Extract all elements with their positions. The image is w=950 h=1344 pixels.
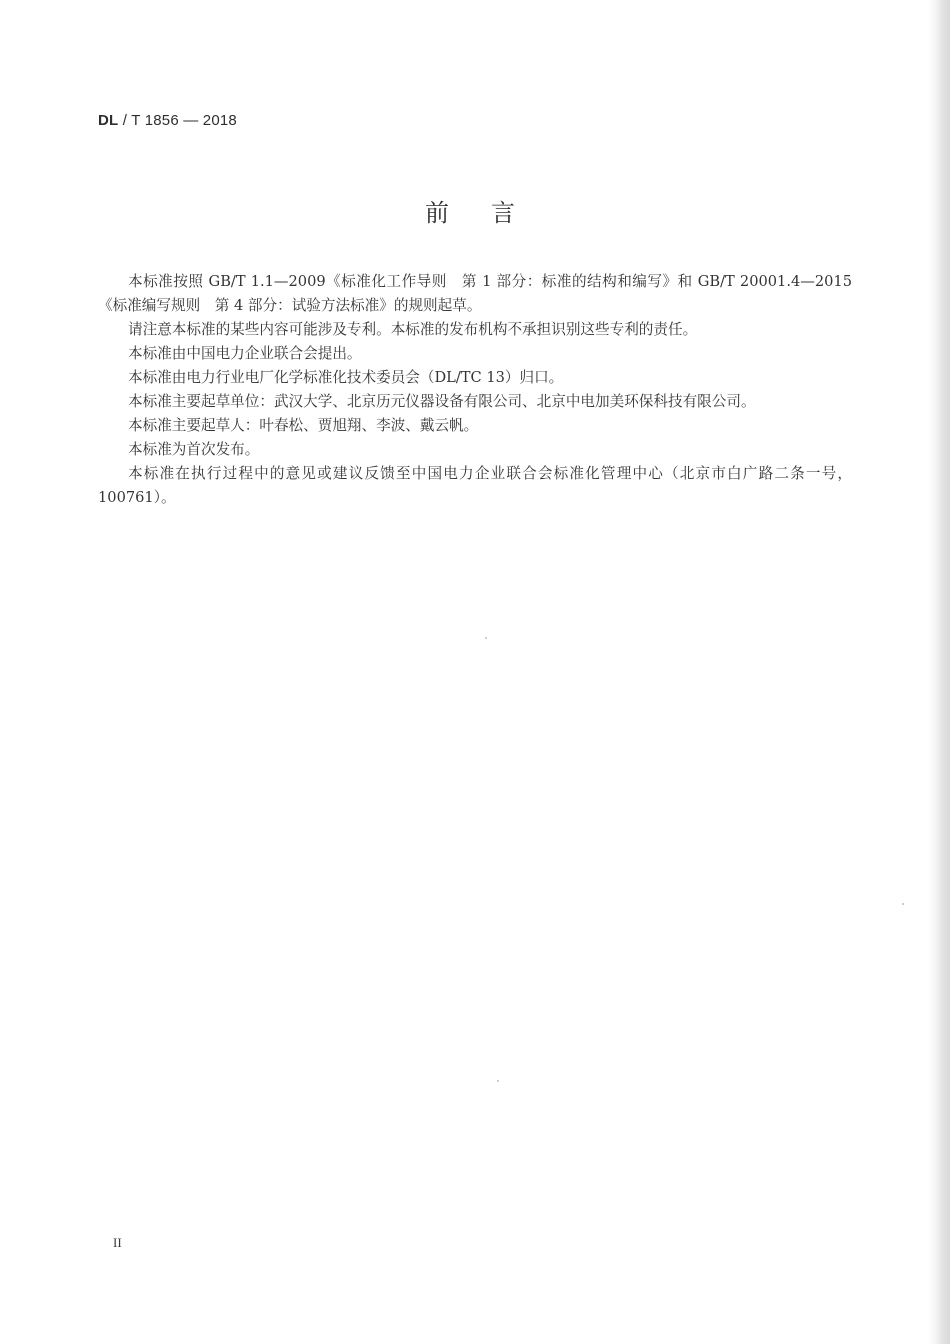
- foreword-body: [98, 270, 852, 510]
- scan-speck: [497, 1080, 499, 1082]
- document-code: [98, 112, 237, 129]
- paragraph-first-edition: 本标准为首次发布。: [128, 441, 260, 458]
- paragraph-drafting-rules: 本标准按照 GB/T 1.1—2009《标准化工作导则 第 1 部分：标准的结构和编写》和 GB/T 20001.4—2015《标准编写规则 第 4 部分：试验方法标准》的规则起草。: [98, 273, 852, 314]
- paragraph-patent-notice: 请注意本标准的某些内容可能涉及专利。本标准的发布机构不承担识别这些专利的责任。: [128, 321, 698, 338]
- document-code-number: / T 1856 — 2018: [118, 112, 237, 129]
- paragraph-drafters: 本标准主要起草人：叶春松、贾旭翔、李波、戴云帆。: [128, 417, 479, 434]
- page-number: II: [113, 1235, 122, 1250]
- paragraph-feedback: 本标准在执行过程中的意见或建议反馈至中国电力企业联合会标准化管理中心（北京市白广路二条一号，100761）。: [98, 465, 852, 506]
- scan-speck: [902, 903, 904, 905]
- document-code-prefix: DL: [98, 112, 119, 129]
- paragraph-drafting-organizations: 本标准主要起草单位：武汉大学、北京历元仪器设备有限公司、北京中电加美环保科技有限公司。: [128, 393, 756, 410]
- page-title: 前言: [425, 199, 557, 227]
- paragraph-administered-by: 本标准由电力行业电厂化学标准化技术委员会（DL/TC 13）归口。: [128, 369, 564, 386]
- paragraph-proposed-by: 本标准由中国电力企业联合会提出。: [128, 345, 362, 362]
- scan-speck: [485, 637, 487, 639]
